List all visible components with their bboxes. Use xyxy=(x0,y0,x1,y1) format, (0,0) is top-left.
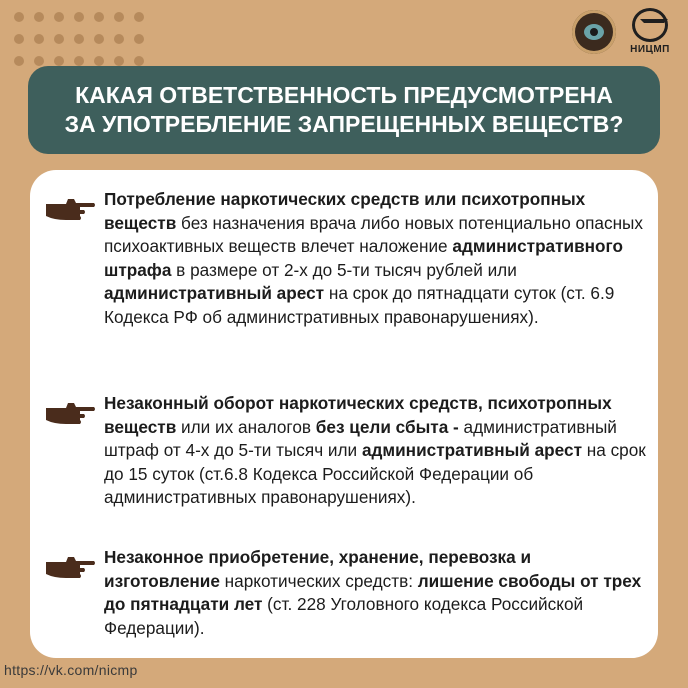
logos xyxy=(572,8,676,55)
pointing-hand-icon xyxy=(44,188,104,330)
content-card xyxy=(30,170,658,658)
eye-emblem-icon xyxy=(572,10,616,54)
title-banner xyxy=(28,66,660,154)
item-text: Потребление наркотических средств или психотропных веществ без назначения врача либо новых потенциально опасных психоактивных веществ влечет наложение административного штрафа в размере от 2-х до 5-ти тысяч рублей или административный арест на срок до пятнадцати суток (ст. 6.9 Кодекса РФ об административных правонарушениях). xyxy=(104,189,644,327)
list-item xyxy=(44,188,648,330)
list-item xyxy=(44,392,648,510)
title-line-2: ЗА УПОТРЕБЛЕНИЕ ЗАПРЕЩЕННЫХ ВЕЩЕСТВ? xyxy=(64,111,624,137)
pointing-hand-icon xyxy=(44,392,104,510)
nicmp-logo xyxy=(624,8,676,55)
decorative-dots xyxy=(14,12,144,66)
footer-url: https://vk.com/nicmp xyxy=(4,662,138,678)
item-text: Незаконный оборот наркотических средств, психотропных веществ или их аналогов без цели сбыта - административный штраф от 4-х до 5-ти тысяч или административный арест на срок до 15 суток (ст.6.8 Кодекса Российской Федерации об административных правонарушениях). xyxy=(104,393,646,508)
list-item xyxy=(44,546,648,640)
item-text: Незаконное приобретение, хранение, перевозка и изготовление наркотических средств: лишение свободы от трех до пятнадцати лет (ст. 228 Уголовного кодекса Российской Федерации). xyxy=(104,547,642,638)
nicmp-logo-text: НИЦМП xyxy=(630,44,670,55)
graduation-cap-icon xyxy=(632,8,668,42)
title-line-1: КАКАЯ ОТВЕТСТВЕННОСТЬ ПРЕДУСМОТРЕНА xyxy=(75,82,613,108)
pointing-hand-icon xyxy=(44,546,104,640)
